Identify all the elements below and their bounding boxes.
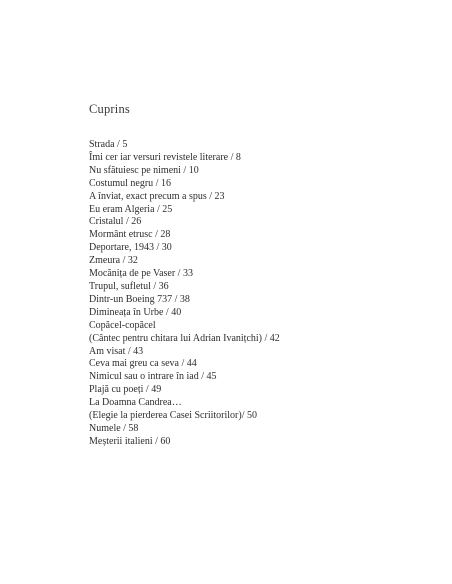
- toc-entry: Mormânt etrusc / 28: [89, 229, 171, 241]
- toc-entry: Copăcel-copăcel: [89, 319, 156, 331]
- toc-entry: (Cântec pentru chitara lui Adrian Ivanițchi) / 42: [89, 332, 280, 344]
- toc-entry: Cristalul / 26: [89, 216, 142, 228]
- table-of-contents: [89, 139, 280, 449]
- toc-entry: Zmeura / 32: [89, 255, 138, 267]
- toc-entry: Deportare, 1943 / 30: [89, 242, 172, 254]
- toc-entry: Numele / 58: [89, 422, 139, 434]
- toc-entry: Plajă cu poeți / 49: [89, 384, 162, 396]
- toc-entry: Mocănița de pe Vaser / 33: [89, 268, 193, 280]
- toc-entry: Dintr-un Boeing 737 / 38: [89, 293, 190, 305]
- page-title: Cuprins: [89, 102, 130, 116]
- toc-entry: Îmi cer iar versuri revistele literare / 8: [89, 151, 241, 163]
- toc-entry: Am visat / 43: [89, 345, 144, 357]
- toc-entry: Ceva mai greu ca seva / 44: [89, 358, 197, 370]
- toc-entry: Dimineața în Urbe / 40: [89, 306, 182, 318]
- toc-entry: Nimicul sau o intrare în iad / 45: [89, 371, 217, 383]
- toc-entry: Trupul, sufletul / 36: [89, 280, 169, 292]
- toc-entry: Eu eram Algeria / 25: [89, 203, 173, 215]
- toc-entry: Nu sfătuiesc pe nimeni / 10: [89, 164, 199, 176]
- toc-entry: Costumul negru / 16: [89, 177, 171, 189]
- toc-entry: Meșterii italieni / 60: [89, 435, 171, 447]
- toc-entry: Strada / 5: [89, 139, 128, 150]
- toc-entry: A înviat, exact precum a spus / 23: [89, 190, 225, 202]
- toc-entry: La Doamna Candrea…: [89, 397, 182, 409]
- toc-entry: (Elegie la pierderea Casei Scriitorilor)/ 50: [89, 410, 257, 422]
